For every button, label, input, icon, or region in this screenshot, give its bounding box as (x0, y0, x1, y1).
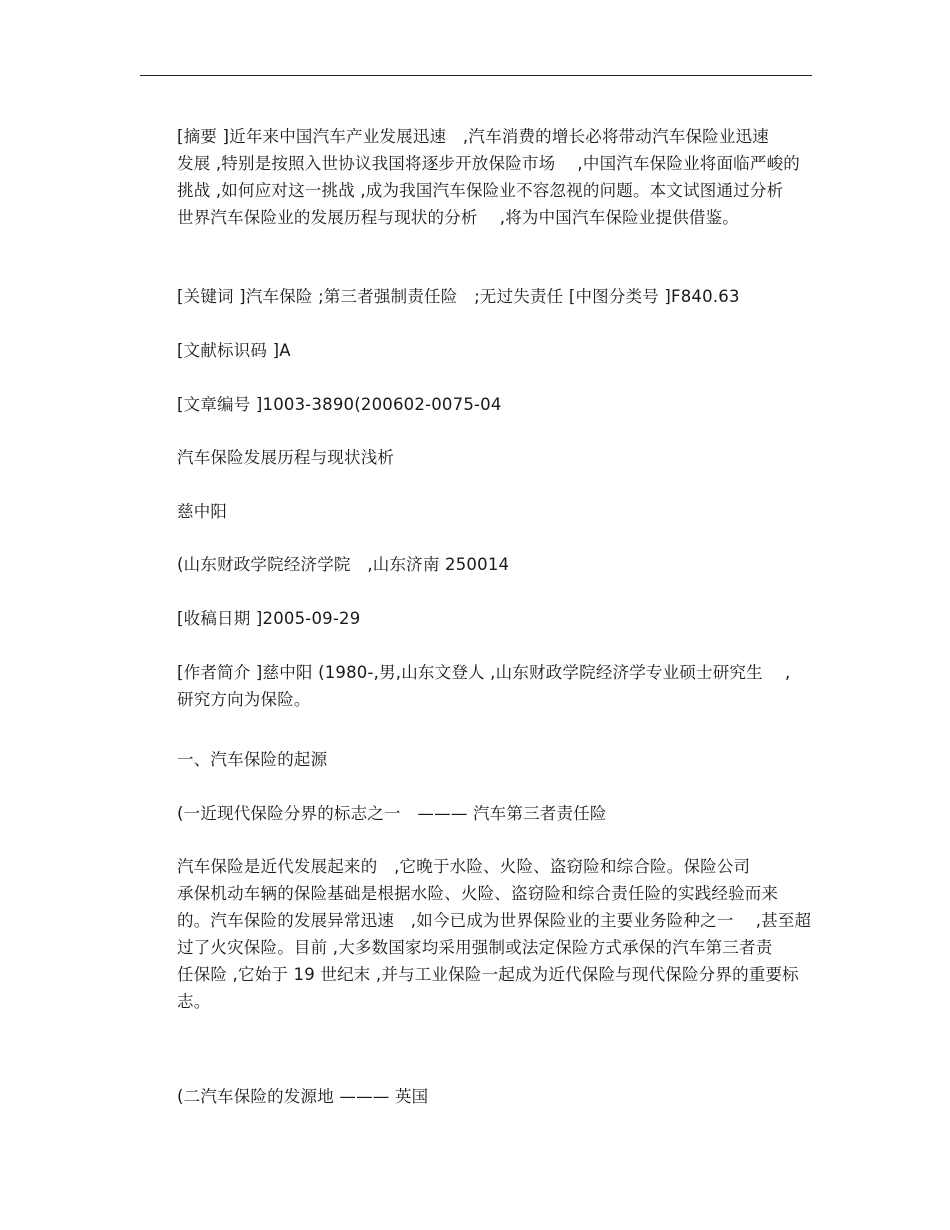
abstract-line: [摘要 ]近年来中国汽车产业发展迅速 ,汽车消费的增长必将带动汽车保险业迅速 (177, 127, 769, 146)
author-bio-paragraph (140, 659, 812, 713)
subsection-heading: (一近现代保险分界的标志之一 ——— 汽车第三者责任险 (177, 804, 607, 823)
abstract-line: 世界汽车保险业的发展历程与现状的分析 ,将为中国汽车保险业提供借鉴。 (177, 208, 739, 227)
author-bio-line: 研究方向为保险。 (177, 690, 311, 709)
paragraph-line: 过了火灾保险。目前 ,大多数国家均采用强制或法定保险方式承保的汽车第三者责 (177, 938, 773, 957)
subsection-heading: (二汽车保险的发源地 ——— 英国 (177, 1087, 429, 1106)
paragraph-line: 承保机动车辆的保险基础是根据水险、火险、盗窃险和综合责任险的实践经验而来 (177, 884, 779, 903)
keywords-line: [关键词 ]汽车保险 ;第三者强制责任险 ;无过失责任 [中图分类号 ]F840.63 (177, 287, 740, 306)
document-code-line: [文献标识码 ]A (177, 341, 291, 360)
author-affiliation: (山东财政学院经济学院 ,山东济南 250014 (177, 555, 510, 574)
paper-title: 汽车保险发展历程与现状浅析 (177, 448, 395, 467)
section-heading: 一、汽车保险的起源 (177, 750, 328, 769)
paragraph-line: 汽车保险是近代发展起来的 ,它晚于水险、火险、盗窃险和综合险。保险公司 (177, 857, 751, 876)
author-name: 慈中阳 (177, 502, 228, 521)
author-bio-line: [作者简介 ]慈中阳 (1980-,男,山东文登人 ,山东财政学院经济学专业硕士研究生 , (177, 663, 791, 682)
paragraph-line: 志。 (177, 992, 211, 1011)
abstract-paragraph (140, 123, 812, 231)
paragraph-line: 任保险 ,它始于 19 世纪末 ,并与工业保险一起成为近代保险与现代保险分界的重要标 (177, 965, 799, 984)
paragraph-line: 的。汽车保险的发展异常迅速 ,如今已成为世界保险业的主要业务险种之一 ,甚至超 (177, 911, 812, 930)
received-date-line: [收稿日期 ]2005-09-29 (177, 609, 361, 628)
abstract-line: 挑战 ,如何应对这一挑战 ,成为我国汽车保险业不容忽视的问题。本文试图通过分析 (177, 181, 784, 200)
header-rule (140, 75, 812, 76)
body-paragraph (140, 853, 812, 1015)
abstract-line: 发展 ,特别是按照入世协议我国将逐步开放保险市场 ,中国汽车保险业将面临严峻的 (177, 154, 800, 173)
article-number-line: [文章编号 ]1003-3890(200602-0075-04 (177, 395, 502, 414)
